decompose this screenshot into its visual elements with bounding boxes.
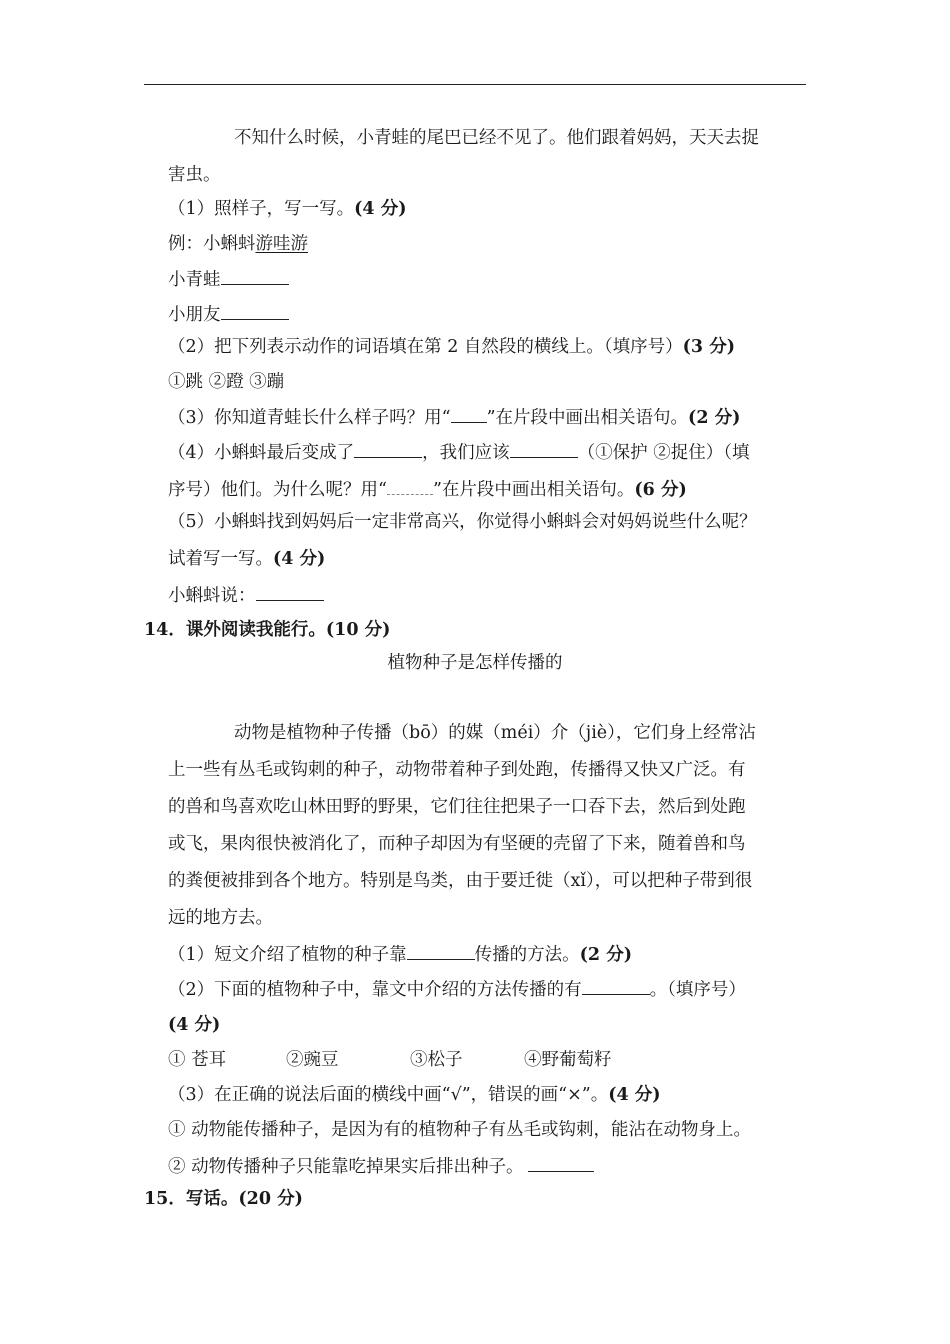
q13-part4-cont: 序号）他们。为什么呢？用“ ”在片段中画出相关语句。(6 分) bbox=[168, 477, 687, 501]
answer-blank[interactable] bbox=[510, 440, 578, 458]
article-line: 动物是植物种子传播（bō）的媒（méi）介（jiè），它们身上经常沾 bbox=[234, 723, 756, 743]
article-line: 上一些有丛毛或钩刺的种子，动物带着种子到处跑，传播得又快又广泛。有 bbox=[168, 760, 746, 780]
q14-heading: 14．课外阅读我能行。(10 分) bbox=[144, 620, 391, 640]
option-item: ③松子 bbox=[410, 1050, 463, 1070]
article-line: 的兽和鸟喜欢吃山林田野的野果，它们往往把果子一口吞下去，然后到处跑 bbox=[168, 797, 746, 817]
article-line: 或飞，果肉很快被消化了，而种子却因为有坚硬的壳留了下来，随着兽和鸟 bbox=[168, 834, 746, 854]
q14-statement-1: ① 动物能传播种子，是因为有的植物种子有丛毛或钩刺，能沾在动物身上。 bbox=[168, 1120, 752, 1140]
q13-part4: （4）小蝌蚪最后变成了 ，我们应该 （①保护 ②捉住）（填 bbox=[168, 440, 749, 464]
q14-part2: （2）下面的植物种子中，靠文中介绍的方法传播的有 。（填序号） bbox=[168, 977, 746, 1001]
passage-line: 不知什么时候，小青蛙的尾巴已经不见了。他们跟着妈妈，天天去捉 bbox=[234, 128, 759, 148]
option-item: ④野葡萄籽 bbox=[524, 1050, 612, 1070]
q13-part2-options: ①跳 ②蹬 ③蹦 bbox=[168, 372, 285, 392]
answer-blank[interactable] bbox=[407, 942, 475, 960]
q13-part5-cont: 试着写一写。(4 分) bbox=[168, 549, 326, 569]
article-line: 的粪便被排到各个地方。特别是鸟类，由于要迁徙（xǐ），可以把种子带到很 bbox=[168, 871, 753, 891]
answer-blank[interactable] bbox=[221, 302, 289, 320]
q13-part5-answer: 小蝌蚪说： bbox=[168, 583, 324, 607]
q13-part1: （1）照样子，写一写。(4 分) bbox=[168, 199, 407, 219]
underline-mark bbox=[451, 405, 487, 423]
answer-blank[interactable] bbox=[256, 583, 324, 601]
answer-blank[interactable] bbox=[528, 1154, 594, 1172]
q14-statement-2: ② 动物传播种子只能靠吃掉果实后排出种子。 bbox=[168, 1154, 594, 1178]
q13-part3: （3）你知道青蛙长什么样子吗？用“ ”在片段中画出相关语句。(2 分) bbox=[168, 405, 740, 429]
q14-part2-points: (4 分) bbox=[168, 1015, 221, 1035]
article-title: 植物种子是怎样传播的 bbox=[387, 653, 563, 673]
wavy-underline-mark bbox=[387, 477, 433, 495]
q14-part3: （3）在正确的说法后面的横线中画“√”，错误的画“×”。(4 分) bbox=[168, 1085, 661, 1105]
q13-item-a: 小青蛙 bbox=[168, 267, 289, 291]
option-item: ① 苍耳 bbox=[168, 1050, 227, 1070]
q13-part2: （2）把下列表示动作的词语填在第 2 自然段的横线上。（填序号）(3 分) bbox=[168, 337, 735, 357]
answer-blank[interactable] bbox=[221, 267, 289, 285]
option-item: ②豌豆 bbox=[286, 1050, 339, 1070]
answer-blank[interactable] bbox=[354, 440, 422, 458]
header-rule bbox=[144, 84, 806, 85]
q14-part1: （1）短文介绍了植物的种子靠 传播的方法。(2 分) bbox=[168, 942, 632, 966]
q14-part2-options bbox=[168, 1049, 612, 1071]
passage-line: 害虫。 bbox=[168, 165, 221, 185]
q13-item-b: 小朋友 bbox=[168, 302, 289, 326]
q13-example: 例：小蝌蚪游哇游 bbox=[168, 234, 308, 254]
article-line: 远的地方去。 bbox=[168, 908, 273, 928]
q15-heading: 15．写话。(20 分) bbox=[144, 1189, 303, 1209]
q13-part5: （5）小蝌蚪找到妈妈后一定非常高兴，你觉得小蝌蚪会对妈妈说些什么呢？ bbox=[168, 512, 757, 532]
answer-blank[interactable] bbox=[582, 977, 650, 995]
